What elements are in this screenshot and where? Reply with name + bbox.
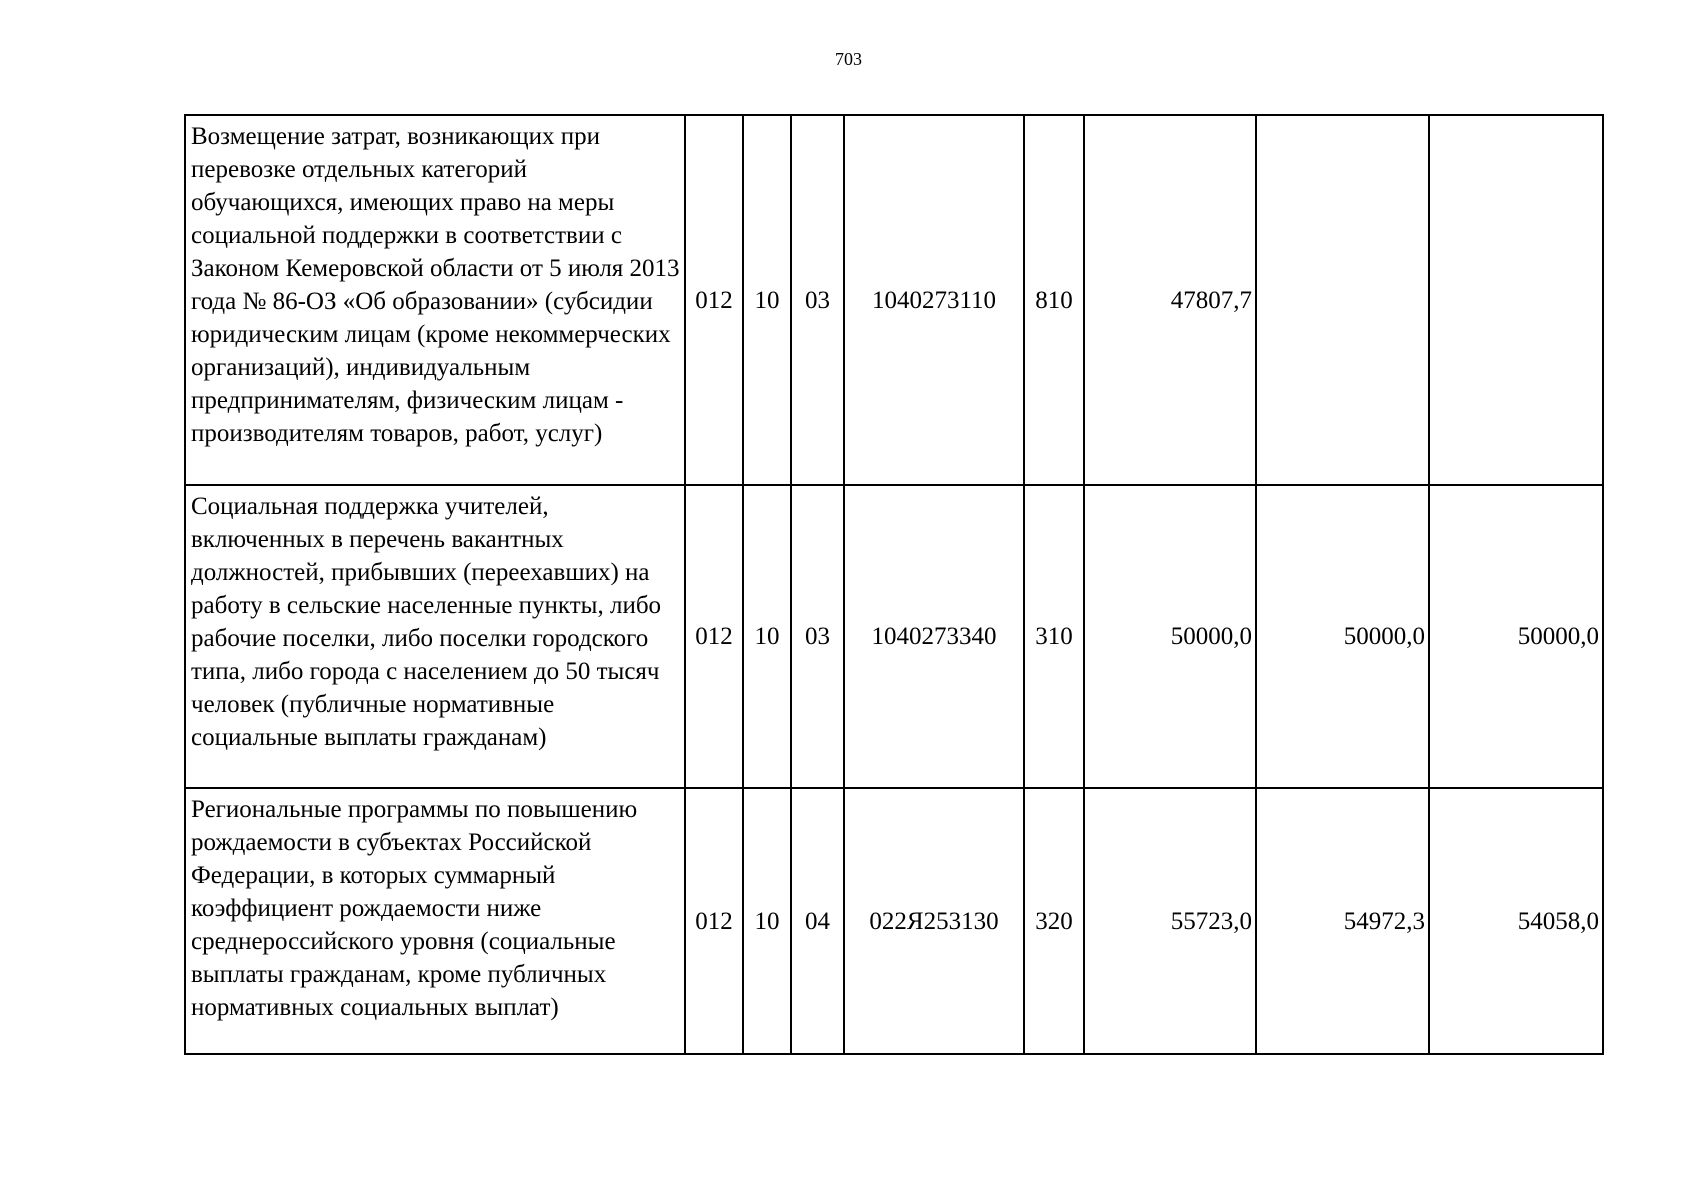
subsection-code-cell: 03 [791, 485, 844, 788]
amount-3-cell: 50000,0 [1429, 485, 1603, 788]
section-code-cell: 10 [743, 788, 791, 1054]
ministry-code-cell: 012 [685, 485, 743, 788]
budget-table [184, 114, 1604, 1055]
ministry-code-cell: 012 [685, 788, 743, 1054]
subsection-code-cell: 04 [791, 788, 844, 1054]
table-row [185, 485, 1603, 788]
expense-type-cell: 320 [1024, 788, 1084, 1054]
page-number: 703 [835, 49, 862, 69]
section-code-cell: 10 [743, 115, 791, 485]
target-article-cell: 022Я253130 [844, 788, 1024, 1054]
description-cell: Социальная поддержка учителей, включенных в перечень вакантных должностей, прибывших (переехавших) на работу в сельские населенные пункты, либо рабочие поселки, либо поселки городского типа, либо города с населением до 50 тысяч человек (публичные нормативные социальные выплаты гражданам) [185, 485, 685, 788]
table-row [185, 115, 1603, 485]
expense-type-cell: 310 [1024, 485, 1084, 788]
amount-2-cell: 54972,3 [1256, 788, 1429, 1054]
subsection-code-cell: 03 [791, 115, 844, 485]
amount-3-cell [1429, 115, 1603, 485]
amount-2-cell: 50000,0 [1256, 485, 1429, 788]
target-article-cell: 1040273110 [844, 115, 1024, 485]
table-row [185, 788, 1603, 1054]
section-code-cell: 10 [743, 485, 791, 788]
description-cell: Возмещение затрат, возникающих при перевозке отдельных категорий обучающихся, имеющих право на меры социальной поддержки в соответствии с Законом Кемеровской области от 5 июля 2013 года № 86-ОЗ «Об образовании» (субсидии юридическим лицам (кроме некоммерческих организаций), индивидуальным предпринимателям, физическим лицам - производителям товаров, работ, услуг) [185, 115, 685, 485]
description-cell: Региональные программы по повышению рождаемости в субъектах Российской Федерации, в которых суммарный коэффициент рождаемости ниже среднероссийского уровня (социальные выплаты гражданам, кроме публичных нормативных социальных выплат) [185, 788, 685, 1054]
amount-1-cell: 47807,7 [1084, 115, 1256, 485]
amount-2-cell [1256, 115, 1429, 485]
target-article-cell: 1040273340 [844, 485, 1024, 788]
amount-3-cell: 54058,0 [1429, 788, 1603, 1054]
expense-type-cell: 810 [1024, 115, 1084, 485]
amount-1-cell: 55723,0 [1084, 788, 1256, 1054]
amount-1-cell: 50000,0 [1084, 485, 1256, 788]
ministry-code-cell: 012 [685, 115, 743, 485]
